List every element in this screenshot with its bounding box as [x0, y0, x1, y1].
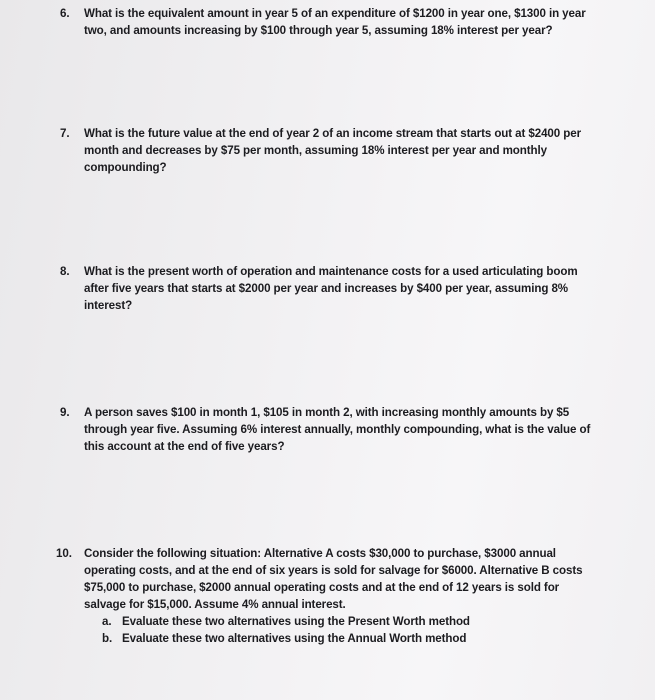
question-text: Consider the following situation: Alternative A costs $30,000 to purchase, $3000 annual operating costs, and at the end of six years is sold for salvage for $6000. Alternative B costs $75,000 to purchase, $2000 annual operating costs and at the end of 12 years is sold for salvage for $15,000. Assume 4% annual interest.: [84, 547, 583, 611]
subitem-text: Evaluate these two alternatives using the Present Worth method: [122, 615, 470, 628]
question-7: [60, 125, 600, 176]
question-number: 6.: [60, 7, 70, 20]
question-number: 9.: [60, 406, 70, 419]
question-text: What is the future value at the end of year 2 of an income stream that starts out at $2400 per month and decreases by $75 per month, assuming 18% interest per year and monthly compounding?: [84, 127, 581, 174]
question-8: [60, 263, 600, 314]
question-10: [56, 545, 600, 647]
subitem-list: [102, 613, 600, 647]
subitem-letter: b.: [102, 632, 113, 645]
question-number: 8.: [60, 265, 70, 278]
question-text: What is the equivalent amount in year 5 of an expenditure of $1200 in year one, $1300 in year two, and amounts increasing by $100 through year 5, assuming 18% interest per year?: [84, 7, 586, 37]
question-9: [60, 404, 600, 455]
subitem-a: [102, 613, 600, 630]
question-6: [60, 5, 600, 39]
subitem-letter: a.: [102, 615, 112, 628]
question-number: 7.: [60, 127, 70, 140]
question-number: 10.: [56, 547, 72, 560]
subitem-text: Evaluate these two alternatives using the Annual Worth method: [122, 632, 467, 645]
subitem-b: [102, 630, 600, 647]
question-text: What is the present worth of operation and maintenance costs for a used articulating boom after five years that starts at $2000 per year and increases by $400 per year, assuming 8% interest?: [84, 265, 578, 312]
question-text: A person saves $100 in month 1, $105 in month 2, with increasing monthly amounts by $5 through year five. Assuming 6% interest annually, monthly compounding, what is the value of this account at the end of five years?: [84, 406, 591, 453]
